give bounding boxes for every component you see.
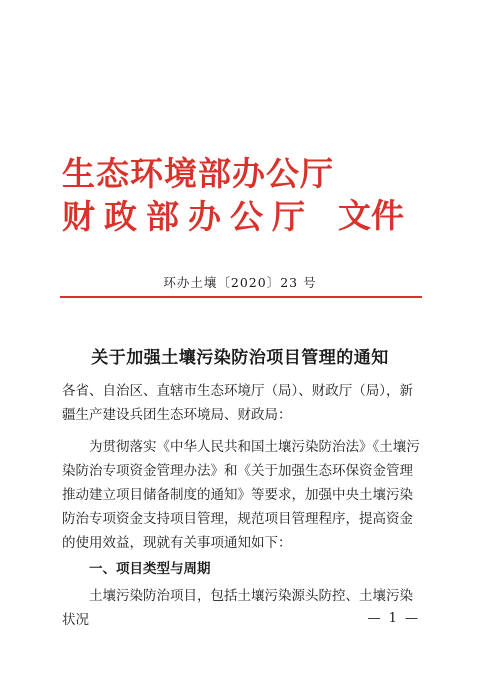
issuer-suffix: 文件 [338, 195, 404, 235]
issuer-block [62, 152, 404, 238]
document-number: 环办土壤〔2020〕23 号 [163, 275, 317, 290]
salutation: 各省、自治区、直辖市生态环境厅（局）、财政厅（局），新疆生产建设兵团生态环境局、财政局： [62, 383, 413, 423]
issuer-name-2: 财政部办公厅 [62, 197, 314, 236]
red-divider [60, 296, 422, 298]
paragraph-intro: 为贯彻落实《中华人民共和国土壤污染防治法》《土壤污染防治专项资金管理办法》和《关于加强生态环保资金管理 推动建立项目储备制度的通知》等要求，加强中央土壤污染防治专项资金支持项目管理，规范项目管理程序，提高资金的使用效益，现就有关事项通知如下： [62, 439, 420, 551]
section-heading-1: 一、项目类型与周期 [89, 561, 211, 577]
paragraph-section-1: 土壤污染防治项目，包括土壤污染源头防控、土壤污染状况 [62, 588, 413, 628]
page-number: — 1 — [367, 611, 420, 626]
issuer-names [62, 152, 334, 238]
issuer-name-1: 生态环境部办公厅 [62, 154, 334, 193]
document-title: 关于加强土壤污染防治项目管理的通知 [91, 348, 389, 368]
